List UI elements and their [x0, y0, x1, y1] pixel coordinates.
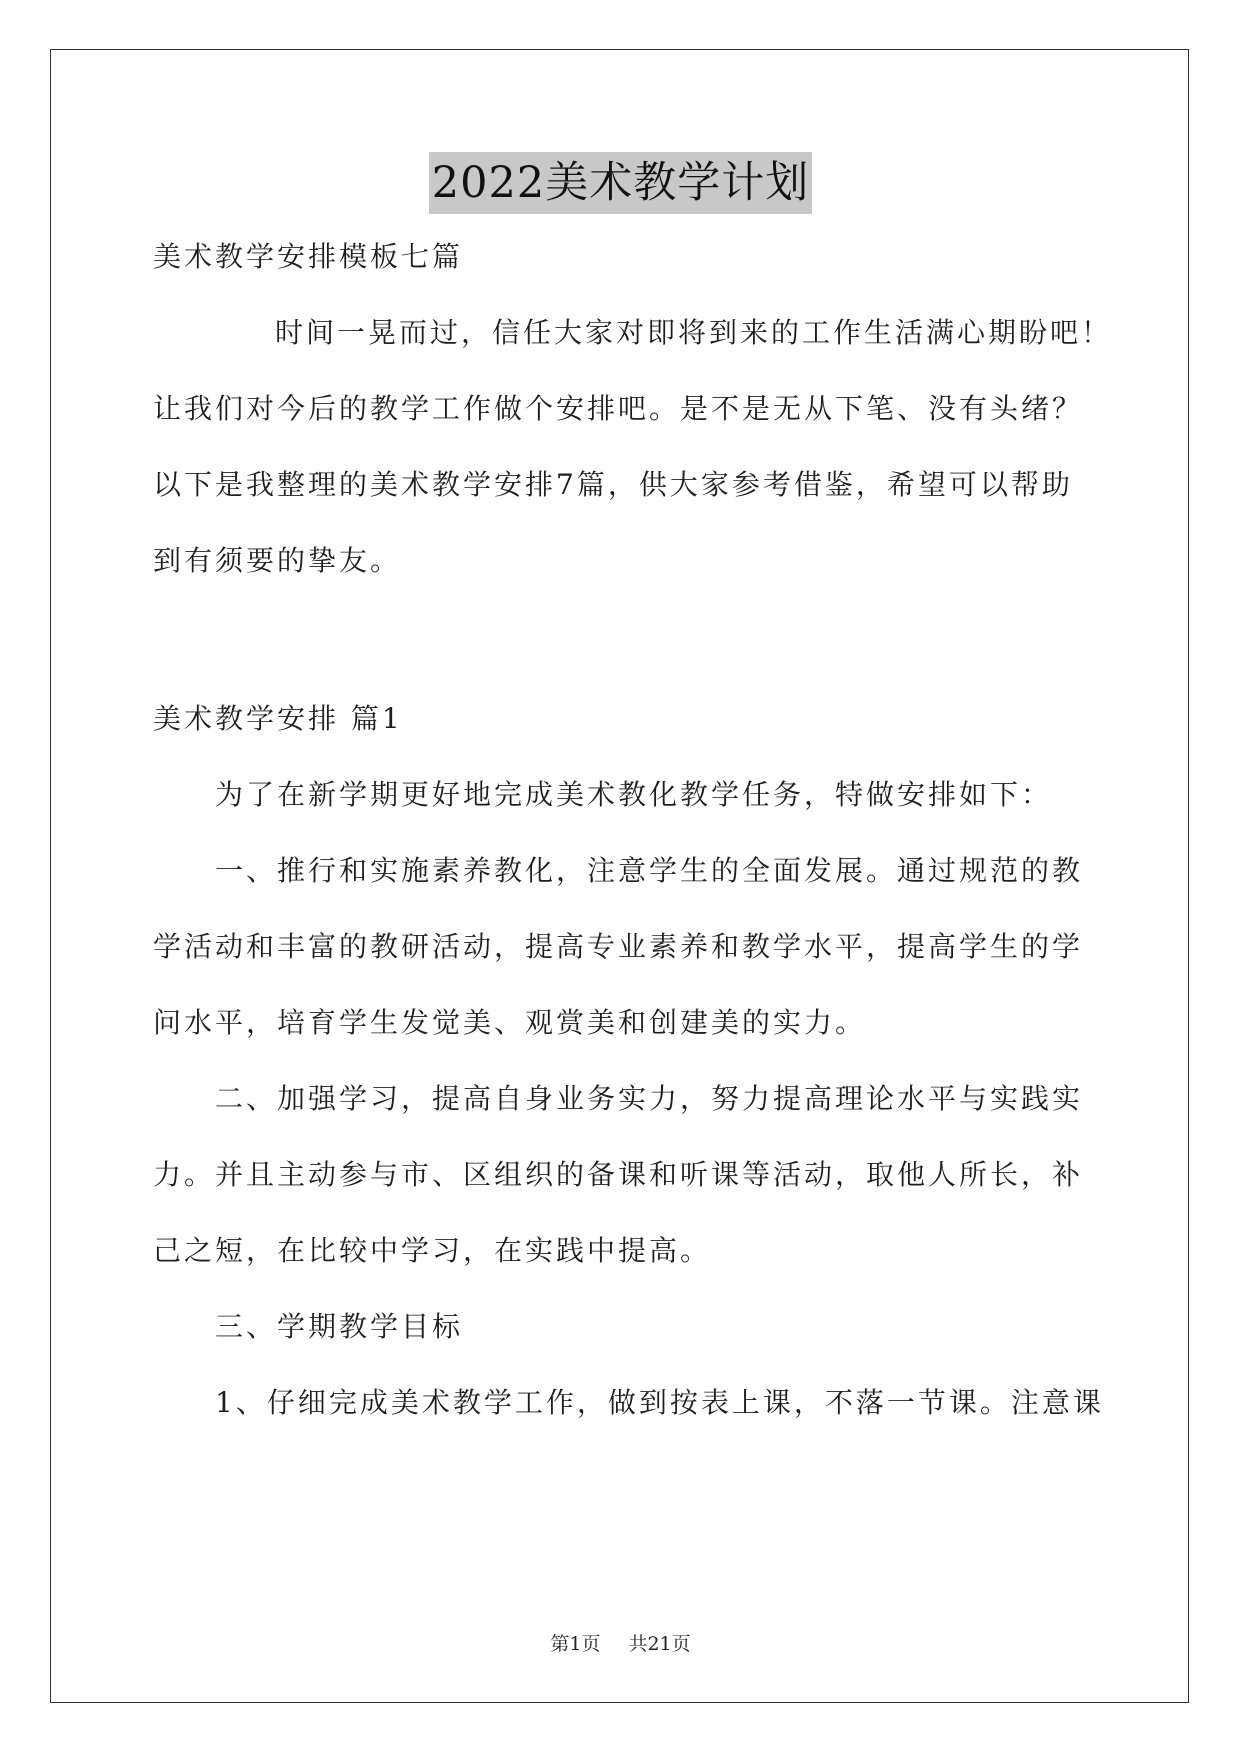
intro-line-3: 以下是我整理的美术教学安排7篇，供大家参考借鉴，希望可以帮助 [153, 468, 1073, 501]
intro-line-4: 到有须要的挚友。 [153, 544, 402, 577]
body-line-8: 三、学期教学目标 [215, 1310, 464, 1343]
document-subtitle: 美术教学安排模板七篇 [153, 240, 464, 273]
body-line-3: 学活动和丰富的教研活动，提高专业素养和教学水平，提高学生的学 [153, 930, 1084, 963]
document-title: 2022美术教学计划 [429, 152, 812, 214]
body-line-6: 力。并且主动参与市、区组织的备课和听课等活动，取他人所长，补 [153, 1158, 1084, 1191]
intro-line-2: 让我们对今后的教学工作做个安排吧。是不是无从下笔、没有头绪？ [153, 392, 1084, 425]
body-line-9: 1、仔细完成美术教学工作，做到按表上课，不落一节课。注意课 [215, 1386, 1104, 1419]
body-line-5: 二、加强学习，提高自身业务实力，努力提高理论水平与实践实 [215, 1082, 1084, 1115]
page-total: 共21页 [628, 1633, 691, 1655]
body-line-1: 为了在新学期更好地完成美术教化教学任务，特做安排如下： [215, 778, 1053, 811]
intro-line-1: 时间一晃而过，信任大家对即将到来的工作生活满心期盼吧！ [275, 316, 1113, 349]
body-line-7: 己之短，在比较中学习，在实践中提高。 [153, 1234, 712, 1267]
body-line-2: 一、推行和实施素养教化，注意学生的全面发展。通过规范的教 [215, 854, 1084, 887]
page-number: 第1页 [550, 1633, 601, 1655]
title-container [0, 152, 1241, 214]
body-line-4: 问水平，培育学生发觉美、观赏美和创建美的实力。 [153, 1006, 867, 1039]
section-heading: 美术教学安排 篇1 [153, 702, 403, 735]
page-footer [0, 1631, 1241, 1657]
